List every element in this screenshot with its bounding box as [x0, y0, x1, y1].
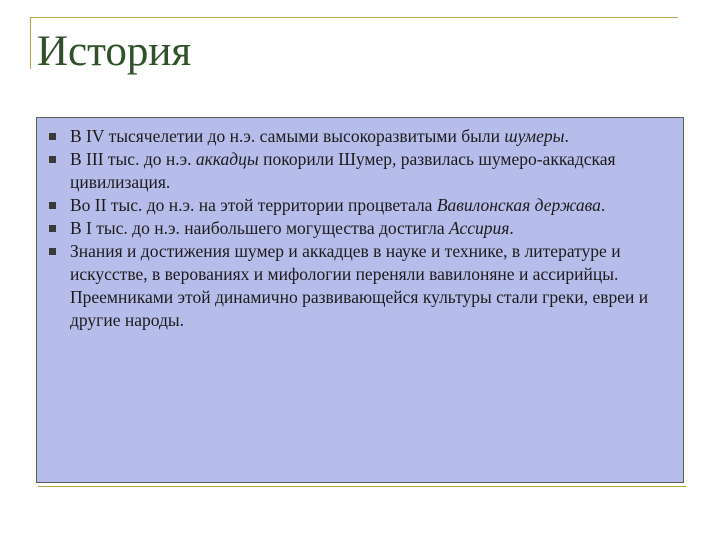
bullet-text-segment-italic: Вавилонская держава — [436, 195, 601, 215]
bullet-square-icon — [49, 156, 56, 163]
bullet-item — [37, 240, 685, 332]
bullet-item — [37, 194, 685, 217]
bullet-text-segment: . — [564, 126, 569, 146]
bullet-text-segment: В I тыс. до н.э. наибольшего могущества достигла — [70, 218, 450, 238]
bullet-square-icon — [49, 248, 56, 255]
bullet-text-segment: Знания и достижения шумер и аккадцев в науке и технике, в литературе и искусстве, в верованиях и мифологии переняли вавилоняне и ассирийцы. Преемниками этой динамично развивающейся культуры стали греки, евреи и другие народы. — [70, 241, 649, 330]
bullet-text-segment: В IV тысячелетии до н.э. самыми высокоразвитыми были — [70, 126, 505, 146]
slide-title: История — [37, 28, 192, 75]
bullet-item — [37, 125, 685, 148]
bullet-text-segment: В III тыс. до н.э. — [70, 149, 196, 169]
bullet-text-segment: Во II тыс. до н.э. на этой территории процветала — [70, 195, 437, 215]
bullet-list — [37, 125, 685, 332]
content-box — [36, 117, 684, 483]
bullet-text-segment: . — [509, 218, 514, 238]
title-left-rule — [30, 17, 31, 69]
bullet-text-segment-italic: Ассирия — [449, 218, 510, 238]
bullet-square-icon — [49, 225, 56, 232]
bullet-square-icon — [49, 202, 56, 209]
bullet-item — [37, 148, 685, 194]
bullet-square-icon — [49, 133, 56, 140]
bullet-text-segment-italic: шумеры — [504, 126, 565, 146]
bullet-text-segment-italic: аккадцы — [195, 149, 259, 169]
title-top-rule — [30, 17, 678, 18]
content-bottom-rule — [38, 486, 686, 487]
bullet-text-segment: покорили Шумер, развилась шумеро-аккадская цивилизация. — [70, 149, 616, 192]
bullet-item — [37, 217, 685, 240]
bullet-text-segment: . — [600, 195, 606, 215]
